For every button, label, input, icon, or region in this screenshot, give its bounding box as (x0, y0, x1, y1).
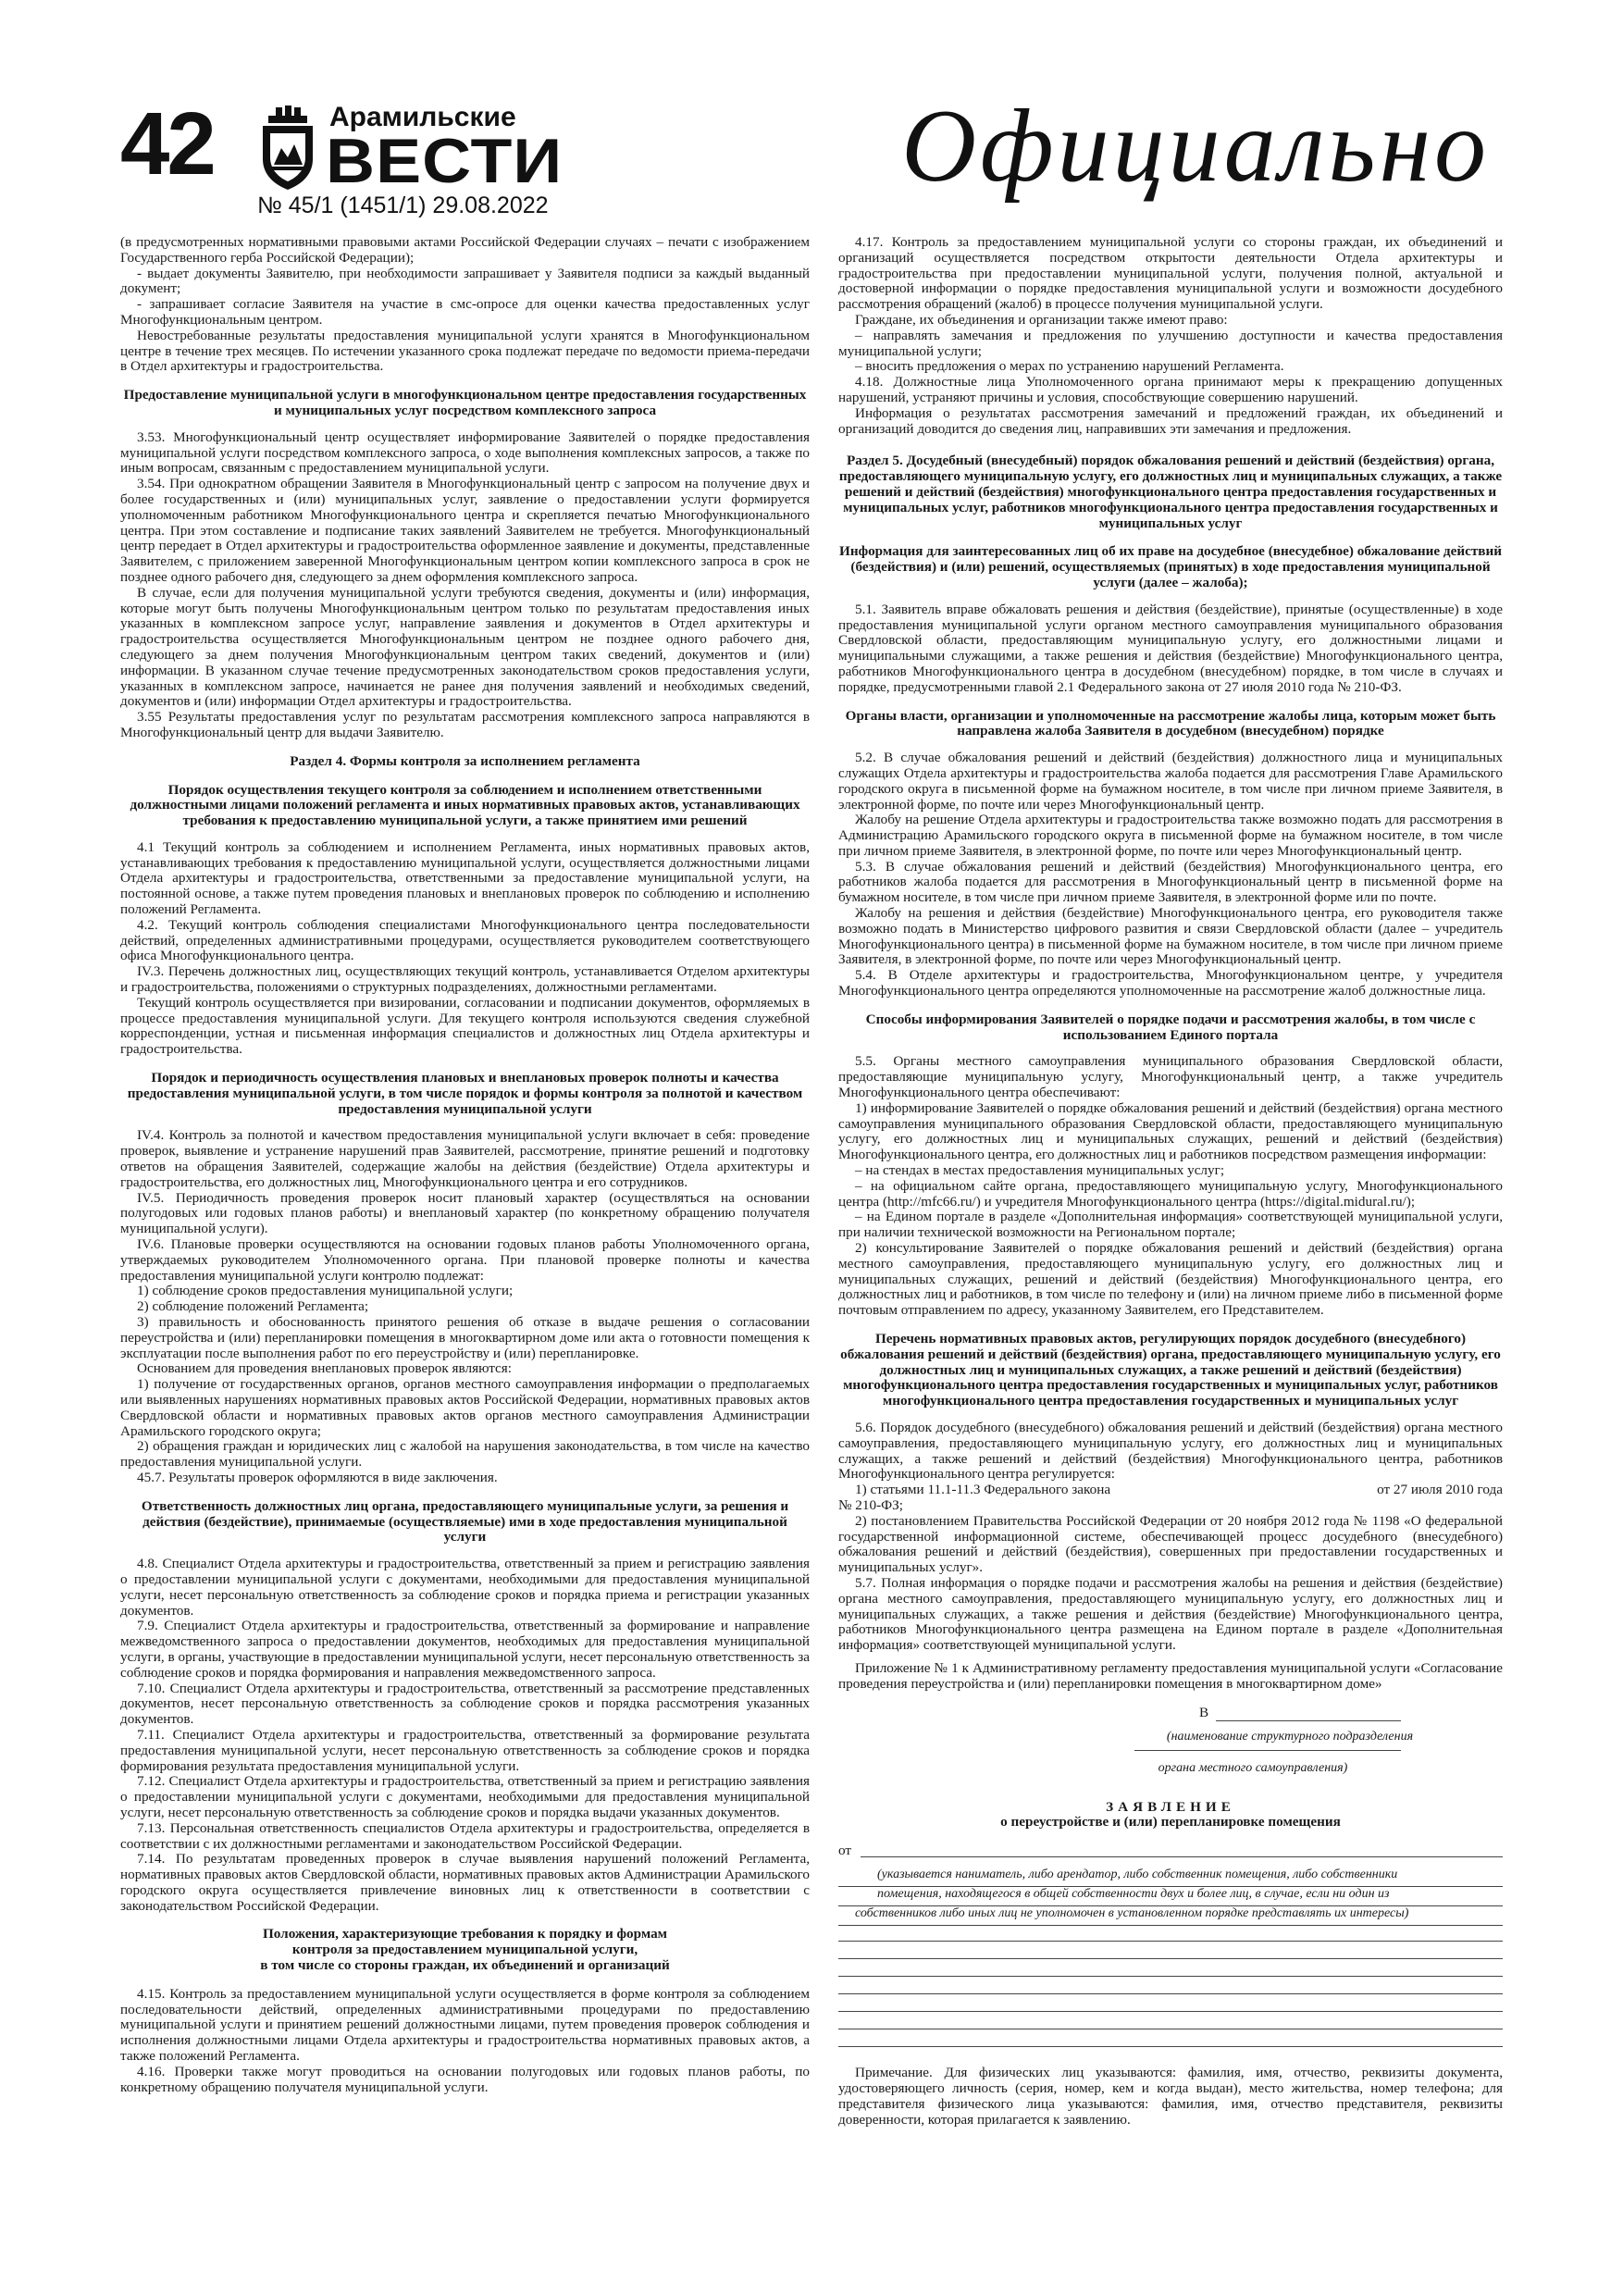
paragraph: – на официальном сайте органа, предоставляющего муниципальную услугу, Многофункционального центра (http://mfc66.ru/) и учредителя Многофункционального центра (https://digital.midural.ru/); (838, 1177, 1503, 1210)
form-hint: (указывается наниматель, либо арендатор, либо собственник помещения, либо собственники (838, 1868, 1503, 1887)
application-form (838, 1706, 1503, 2128)
paragraph: 3.53. Многофункциональный центр осуществляет информирование Заявителей о порядке предоставления муниципальной услуги посредством комплексного запроса, о ходе выполнения комплексных запросов, а также по иным вопросам, связанным с предоставлением муниципальной услуги. (120, 428, 810, 477)
form-to-label: В (1199, 1704, 1209, 1720)
paragraph: - запрашивает согласие Заявителя на участие в смс-опросе для оценки качества предоставленных услуг Многофункциональным центром. (120, 296, 810, 328)
paragraph: 5.1. Заявитель вправе обжаловать решения и действия (бездействие), принятые (осуществленные) в ходе предоставления муниципальной услуги органом местного самоуправления муниципального образования Свердловской области, предоставляющим муниципальную услугу, его должностными лицами и муниципальными служащими, а также решения и действия (бездействие) Многофункционального центра, работников Многофункционального центра в досудебном (внесудебном) порядке, в том числе в случаях и порядке, предусмотренными главой 2.1 Федерального закона от 27 июля 2010 года № 210-ФЗ. (838, 601, 1503, 695)
form-hint: собственников либо иных лиц не уполномочен в установленном порядке представлять их интересы) (838, 1906, 1503, 1926)
paragraph: Жалобу на решение Отдела архитектуры и градостроительства также возможно подать для рассмотрения в Администрацию Арамильского городского округа в письменной форме на бумажном носителе, в том числе при личном приеме Заявителя, в электронной форме, по почте или через Многофункциональный центр. (838, 812, 1503, 859)
application-subtitle: о переустройстве и (или) перепланировке помещения (1000, 1814, 1341, 1831)
heading-line: контроля за предоставлением муниципальной услуги, (291, 1942, 638, 1958)
section-heading (120, 1927, 810, 1973)
paragraph: 4.2. Текущий контроль соблюдения специалистами Многофункционального центра последовательности действий, определенных административными процедурами, осуществляется руководителем соответствующего офиса Многофункционального центра. (120, 916, 810, 964)
paragraph: 7.13. Персональная ответственность специалистов Отдела архитектуры и градостроительства, определяется в соответствии с их должностными регламентами и законодательством Российской Федерации. (120, 1819, 810, 1852)
paragraph: Невостребованные результаты предоставления муниципальной услуги хранятся в Многофункциональном центре в течение трех месяцев. По истечении указанного срока подлежат передаче по ведомости приема-передачи в Отдел архитектуры и градостроительства. (120, 327, 810, 375)
heading-line: Положения, характеризующие требования к порядку и формам (262, 1926, 668, 1942)
paragraph: 5.5. Органы местного самоуправления муниципального образования Свердловской области, предоставляющие муниципальную услугу, Многофункциональный центр, а также учредитель Многофункционального центра обеспечивают: (838, 1053, 1503, 1101)
form-blank-line (838, 1943, 1503, 1959)
paragraph: – вносить предложения о мерах по устранению нарушений Регламента. (855, 358, 1284, 375)
paragraph: 4.8. Специалист Отдела архитектуры и градостроительства, ответственный за прием и регистрацию заявления о предоставлении муниципальной услуги с документами, необходимыми для предоставления муниципальной услуги, несет персональную ответственность за соблюдение сроков и порядка приема и регистрации указанных документов. (120, 1556, 810, 1619)
paragraph: 3) правильность и обоснованность принятого решения об отказе в выдаче решения о согласовании переустройства и (или) перепланировки помещения в многоквартирном доме или акта о готовности помещения к эксплуатации после выполнения работ по его переустройству и (или) перепланировке. (120, 1314, 810, 1361)
form-caption: органа местного самоуправления) (1158, 1760, 1348, 1775)
form-hint: помещения, находящегося в общей собственности двух и более лиц, в случае, если ни один из (838, 1887, 1503, 1906)
form-blank-line (838, 2014, 1503, 2029)
paragraph: 4.1 Текущий контроль за соблюдением и исполнением Регламента, иных нормативных правовых актов, устанавливающих требования к предоставлению муниципальной услуги, осуществляется должностными лицами Отдела архитектуры и градостроительства, ответственными за предоставление муниципальной услуги, на постоянной основе, а также путем проведения плановых и внеплановых проверок по соблюдению и исполнению положений Регламента. (120, 838, 810, 918)
paragraph: 2) соблюдение положений Регламента; (137, 1298, 369, 1315)
paragraph: 45.7. Результаты проверок оформляются в виде заключения. (137, 1469, 498, 1485)
paragraph: № 210-ФЗ; (838, 1496, 903, 1513)
paragraph: 3.54. При однократном обращении Заявителя в Многофункциональный центр с запросом на получение двух и более государственных и (или) муниципальных услуг, заявление о предоставлении услуги формируется уполномоченным работником Многофункционального центра и скрепляется печатью Многофункционального центра. При этом составление и подписание таких заявлений Заявителем не требуется. Многофункциональный центр передает в Отдел архитектуры и градостроительства оформленное заявление и документы, представленные Заявителем, с приложением заверенной Многофункциональным центром копии комплексного запроса в срок не позднее одного рабочего дня, следующего за днем оформления комплексного запроса. (120, 476, 810, 585)
paragraph: Граждане, их объединения и организации также имеют право: (855, 311, 1228, 328)
paragraph: 2) обращения граждан и юридических лиц с жалобой на нарушения законодательства, в том числе на качество предоставления муниципальной услуги. (120, 1438, 810, 1471)
section-heading: Информация для заинтересованных лиц об их праве на досудебное (внесудебное) обжалование действий (бездействия) и (или) решений, осуществляемых (принятых) в ходе предоставления муниципальной услуги (далее – жалоба); (839, 543, 1502, 590)
paragraph: 7.14. По результатам проведенных проверок в случае выявления нарушений положений Регламента, нормативных правовых актов Свердловской области, нормативных правовых актов Администрации Арамильского городского округа осуществляется привлечение виновных лиц к ответственности в соответствии с законодательством Российской Федерации. (120, 1851, 810, 1914)
paragraph: 1) получение от государственных органов, органов местного самоуправления информации о предполагаемых или выявленных нарушениях нормативных правовых актов Российской Федерации, нормативных правовых актов Свердловской области и нормативных правовых актов органов местного самоуправления Администрации Арамильского городского округа; (120, 1376, 810, 1439)
coat-of-arms-icon (259, 105, 316, 191)
section-heading: Органы власти, организации и уполномоченные на рассмотрение жалобы лица, которым может быть направлена жалоба Заявителя в досудебном (внесудебном) порядке (845, 707, 1496, 739)
right-column (838, 235, 1503, 2128)
paragraph: 7.12. Специалист Отдела архитектуры и градостроительства, ответственный за прием и регистрацию заявления о предоставлении муниципальной услуги с документами, необходимыми для предоставления муниципальной услуги, несет персональную ответственность за соблюдение сроков и порядка выдачи указанных документов. (120, 1773, 810, 1820)
heading-line: в том числе со стороны граждан, их объединений и организаций (260, 1957, 670, 1974)
paragraph: 7.9. Специалист Отдела архитектуры и градостроительства, ответственный за формирование и направление межведомственного запроса о предоставлении документов, необходимых для предоставления муниципальной услуги, в органы, участвующие в предоставлении муниципальной услуги, несет персональную ответственность за соблюдение сроков и порядка формирования и направления межведомственного запроса. (120, 1618, 810, 1681)
paragraph: IV.5. Периодичность проведения проверок носит плановый характер (осуществляться на основании полугодовых или годовых планов работы) и внеплановый характер (по конкретному обращению получателя муниципальной услуги). (120, 1189, 810, 1237)
paragraph: 4.15. Контроль за предоставлением муниципальной услуги осуществляется в форме контроля за соблюдением последовательности действий, определенных административными процедурами по предоставлению муниципальной услуги и принятием решений должностными лицами, путем проведения проверок соблюдения и исполнения должностными лицами Отдела архитектуры и градостроительства нормативных правовых актов, а также положений Регламента. (120, 1985, 810, 2065)
law-date: от 27 июля 2010 года (1377, 1482, 1503, 1498)
paragraph: Приложение № 1 к Административному регламенту предоставления муниципальной услуги «Согласование проведения переустройства и (или) перепланировки помещения в многоквартирном доме» (838, 1659, 1503, 1692)
masthead (120, 89, 1508, 231)
paragraph: 5.6. Порядок досудебного (внесудебного) обжалования решений и действий (бездействия) органа местного самоуправления, предоставляющего муниципальную услугу, его должностных лиц и муниципальных служащих, а также решений и действий (бездействия) Многофункционального центра, работников Многофункционального центра регулируется: (838, 1419, 1503, 1483)
paragraph: Жалобу на решения и действия (бездействие) Многофункционального центра, его руководителя также возможно подать в Министерство цифрового развития и связи Свердловской области (далее – учредитель Многофункционального центра) в письменной форме на бумажном носителе, в том числе при личном приеме Заявителя, в электронной форме, по почте или через Многофункциональный центр. (838, 905, 1503, 968)
form-blank-line (838, 2031, 1503, 2047)
section-heading: Перечень нормативных правовых актов, регулирующих порядок досудебного (внесудебного) обжалования решений и действий (бездействия) органа, предоставляющего муниципальную услугу, его должностных лиц и муниципальных служащих, а также решений и действий (бездействия) многофункционального центра предоставления государственных и муниципальных услуг, работников многофункционального центра предоставления государственных и муниципальных услуг (840, 1331, 1501, 1409)
form-note: Примечание. Для физических лиц указываются: фамилия, имя, отчество, реквизиты документа, удостоверяющего личность (серия, номер, кем и когда выдан), место жительства, номер телефона; для представителя физического лица указываются: фамилия, имя, отчество представителя, реквизиты доверенности, которая прилагается к заявлению. (838, 2065, 1503, 2128)
paragraph: В случае, если для получения муниципальной услуги требуются сведения, документы и (или) информация, которые могут быть получены Многофункциональным центром только по результатам предоставления иных указанных в комплексном запросе услуг, направление заявления и документов в Отдел архитектуры и градостроительства осуществляется Многофункциональным центром не позднее одного рабочего дня, следующего за днем получения Многофункциональным центром таких сведений, документов и (или) информации. В указанном случае течение предусмотренных законодательством сроков предоставления услуги, указанных в комплексном запросе, начинается не ранее дня получения заявлений и необходимых сведений, документов и (или) информации Отдел архитектуры и градостроительства. (120, 584, 810, 710)
paragraph: IV.4. Контроль за полнотой и качеством предоставления муниципальной услуги включает в себя: проведение проверок, выявление и устранение нарушений прав Заявителей, рассмотрение, принятие решений и подготовку ответов на обращения Заявителей, содержащие жалобы на действия (бездействие) Отдела архитектуры и градостроительства, его должностных лиц, Многофункционального центра и его сотрудников. (120, 1127, 810, 1190)
paragraph: – на Едином портале в разделе «Дополнительная информация» соответствующей муниципальной услуги, при наличии технической возможности на Региональном портале; (838, 1209, 1503, 1241)
paragraph: Текущий контроль осуществляется при визировании, согласовании и подписании документов, оформляемых в процессе предоставления муниципальной услуги. Для текущего контроля используются сведения служебной корреспонденции, устная и письменная информация специалистов и должностных лиц Отдела архитектуры и градостроительства. (120, 994, 810, 1058)
section-heading: Ответственность должностных лиц органа, предоставляющего муниципальные услуги, за решения и действия (бездействие), принимаемые (осуществляемые) ими в ходе предоставления муниципальной услуги (141, 1497, 789, 1545)
paragraph: 5.3. В случае обжалования решений и действий (бездействия) Многофункционального центра, его работников жалоба подается для рассмотрения в Многофункциональный центр в письменной форме на бумажном носителе, в том числе при личном приеме Заявителя, в электронной форме или по почте. (838, 858, 1503, 906)
section-heading: Порядок осуществления текущего контроля за соблюдением и исполнением ответственными должностными лицами положений регламента и иных нормативных правовых актов, устанавливающих требования к предоставлению муниципальной услуги, а также принятием ими решений (130, 781, 800, 829)
form-blank-line (1134, 1750, 1401, 1751)
paragraph: 5.7. Полная информация о порядке подачи и рассмотрения жалобы на решения и действия (бездействие) органа местного самоуправления, предоставляющего муниципальную услугу, его должностных лиц и муниципальных служащих, а также решения и действия (бездействие) Многофункционального центра, работников Многофункционального центра размещена на Едином портале в разделе «Дополнительная информация» соответствующей муниципальной услуги. (838, 1574, 1503, 1654)
law-reference: 1) статьями 11.1-11.3 Федерального закона (855, 1482, 1111, 1498)
logo-main-text: ВЕСТИ (326, 126, 564, 196)
section-heading: Раздел 5. Досудебный (внесудебный) порядок обжалования решений и действий (бездействия) органа, предоставляющего муниципальную услугу, его должностных лиц и муниципальных служащих, а также решений и действий (бездействия) многофункционального центра предоставления государственных и муниципальных услуг, работников многофункционального центра предоставления государственных и муниципальных услуг (838, 453, 1503, 531)
paragraph: 7.10. Специалист Отдела архитектуры и градостроительства, ответственный за рассмотрение представленных документов, несет персональную ответственность за соблюдение сроков и порядка рассмотрения указанных документов. (120, 1680, 810, 1728)
form-blank-line (861, 1856, 1503, 1857)
paragraph: 7.11. Специалист Отдела архитектуры и градостроительства, ответственный за формирование результата предоставления муниципальной услуги, несет персональную ответственность за соблюдение сроков и порядка формирования результата предоставления муниципальной услуги. (120, 1726, 810, 1774)
left-column (120, 235, 810, 2095)
paragraph: 2) постановлением Правительства Российской Федерации от 20 ноября 2012 года № 1198 «О федеральной государственной информационной системе, обеспечивающей процесс досудебного (внесудебного) обжалования решений и действий (бездействия), совершенных при предоставлении государственных и муниципальных услуг». (838, 1512, 1503, 1576)
paragraph: 4.18. Должностные лица Уполномоченного органа принимают меры к прекращению допущенных нарушений, устраняют причины и условия, способствующие совершению нарушений. (838, 374, 1503, 405)
paragraph: - выдает документы Заявителю, при необходимости запрашивает у Заявителя подписи за каждый выданный документ; (120, 265, 810, 297)
paragraph: 4.16. Проверки также могут проводиться на основании полугодовых или годовых планов работы, по конкретному обращению получателя муниципальной услуги. (120, 2063, 810, 2095)
paragraph: 1) информирование Заявителей о порядке обжалования решений и действий (бездействия) органа местного самоуправления муниципального образования Свердловской области, предоставляющего муниципальную услугу, его должностных лиц и муниципальных служащих, решений и действий (бездействия) Многофункционального центра, его должностных лиц и работников посредством размещения информации: (838, 1099, 1503, 1163)
paragraph: 5.4. В Отделе архитектуры и градостроительства, Многофункциональном центре, у учредителя Многофункционального центра определяются уполномоченные на рассмотрение жалоб должностные лица. (838, 967, 1503, 999)
paragraph: – направлять замечания и предложения по улучшению доступности и качества предоставления муниципальной услуги; (838, 327, 1503, 359)
section-heading: Предоставление муниципальной услуги в многофункциональном центре предоставления государственных и муниципальных услуг посредством комплексного запроса (123, 387, 807, 418)
section-title: Официально (901, 89, 1490, 204)
application-title: ЗАЯВЛЕНИЕ (1106, 1798, 1235, 1815)
logo-top-text: Арамильские (329, 102, 516, 132)
paragraph (838, 1483, 1503, 1498)
paragraph: – на стендах в местах предоставления муниципальных услуг; (855, 1162, 1225, 1179)
paragraph: IV.6. Плановые проверки осуществляются на основании годовых планов работы Уполномоченного органа, утверждаемых руководителем Уполномоченного органа. При плановой проверке полноты и качества предоставления муниципальной услуги контролю подлежат: (120, 1236, 810, 1284)
form-blank-line (838, 1979, 1503, 1994)
paragraph: 1) соблюдение сроков предоставления муниципальной услуги; (137, 1283, 514, 1299)
form-blank-line (838, 1926, 1503, 1942)
form-blank-line (838, 1961, 1503, 1977)
form-blank-line (838, 1996, 1503, 2012)
paragraph: 2) консультирование Заявителей о порядке обжалования решений и действий (бездействия) органа местного самоуправления, предоставляющего муниципальную услугу, его должностных лиц и муниципальных служащих, решений и действий (бездействия) Многофункционального центра, его должностных лиц и работников, в том числе по телефону и (или) на личном приеме либо в письменной форме почтовым отправлением по адресу, указанному Заявителем, его Представителем. (838, 1240, 1503, 1319)
paragraph: IV.3. Перечень должностных лиц, осуществляющих текущий контроль, устанавливается Отделом архитектуры и градостроительства, положениями о структурных подразделениях, должностными регламентами. (120, 963, 810, 996)
paragraph: Основанием для проведения внеплановых проверок являются: (137, 1360, 512, 1377)
section-heading: Раздел 4. Формы контроля за исполнением регламента (290, 752, 640, 769)
page-number: 42 (120, 94, 214, 193)
paragraph: Информация о результатах рассмотрения замечаний и предложений граждан, их объединений и организаций доводится до сведения лиц, направивших эти замечания и предложения. (838, 404, 1503, 437)
form-caption: (наименование структурного подразделения (1166, 1729, 1414, 1744)
paragraph: 5.2. В случае обжалования решений и действий (бездействия) должностного лица и муниципальных служащих Отдела архитектуры и градостроительства жалоба подается для рассмотрения Главе Арамильского городского округа в письменной форме на бумажном носителе, в том числе при личном приеме Заявителя, в электронной форме, по почте или через Многофункциональный центр. (838, 750, 1503, 813)
section-heading: Способы информирования Заявителей о порядке подачи и рассмотрения жалобы, в том числе с использованием Единого портала (865, 1011, 1476, 1043)
issue-info: № 45/1 (1451/1) 29.08.2022 (257, 192, 549, 218)
from-label: от (838, 1843, 852, 1859)
paragraph: (в предусмотренных нормативными правовыми актами Российской Федерации случаях – печати с изображением Государственного герба Российской Федерации); (120, 234, 810, 266)
paragraph: 3.55 Результаты предоставления услуг по результатам рассмотрения комплексного запроса направляются в Многофункциональный центр для выдачи Заявителю. (120, 709, 810, 740)
form-blank-line (1216, 1720, 1401, 1721)
paragraph: 4.17. Контроль за предоставлением муниципальной услуги со стороны граждан, их объединений и организаций осуществляется посредством открытости деятельности Отдела архитектуры и градостроительства при предоставлении муниципальной услуги, получения полной, актуальной и достоверной информации о порядке предоставления муниципальной услуги и возможности досудебного рассмотрения обращений (жалоб) в процессе получения муниципальной услуги. (838, 234, 1503, 313)
section-heading: Порядок и периодичность осуществления плановых и внеплановых проверок полноты и качества предоставления муниципальной услуги, в том числе порядок и формы контроля за полнотой и качеством предоставления муниципальной услуги (127, 1070, 803, 1117)
